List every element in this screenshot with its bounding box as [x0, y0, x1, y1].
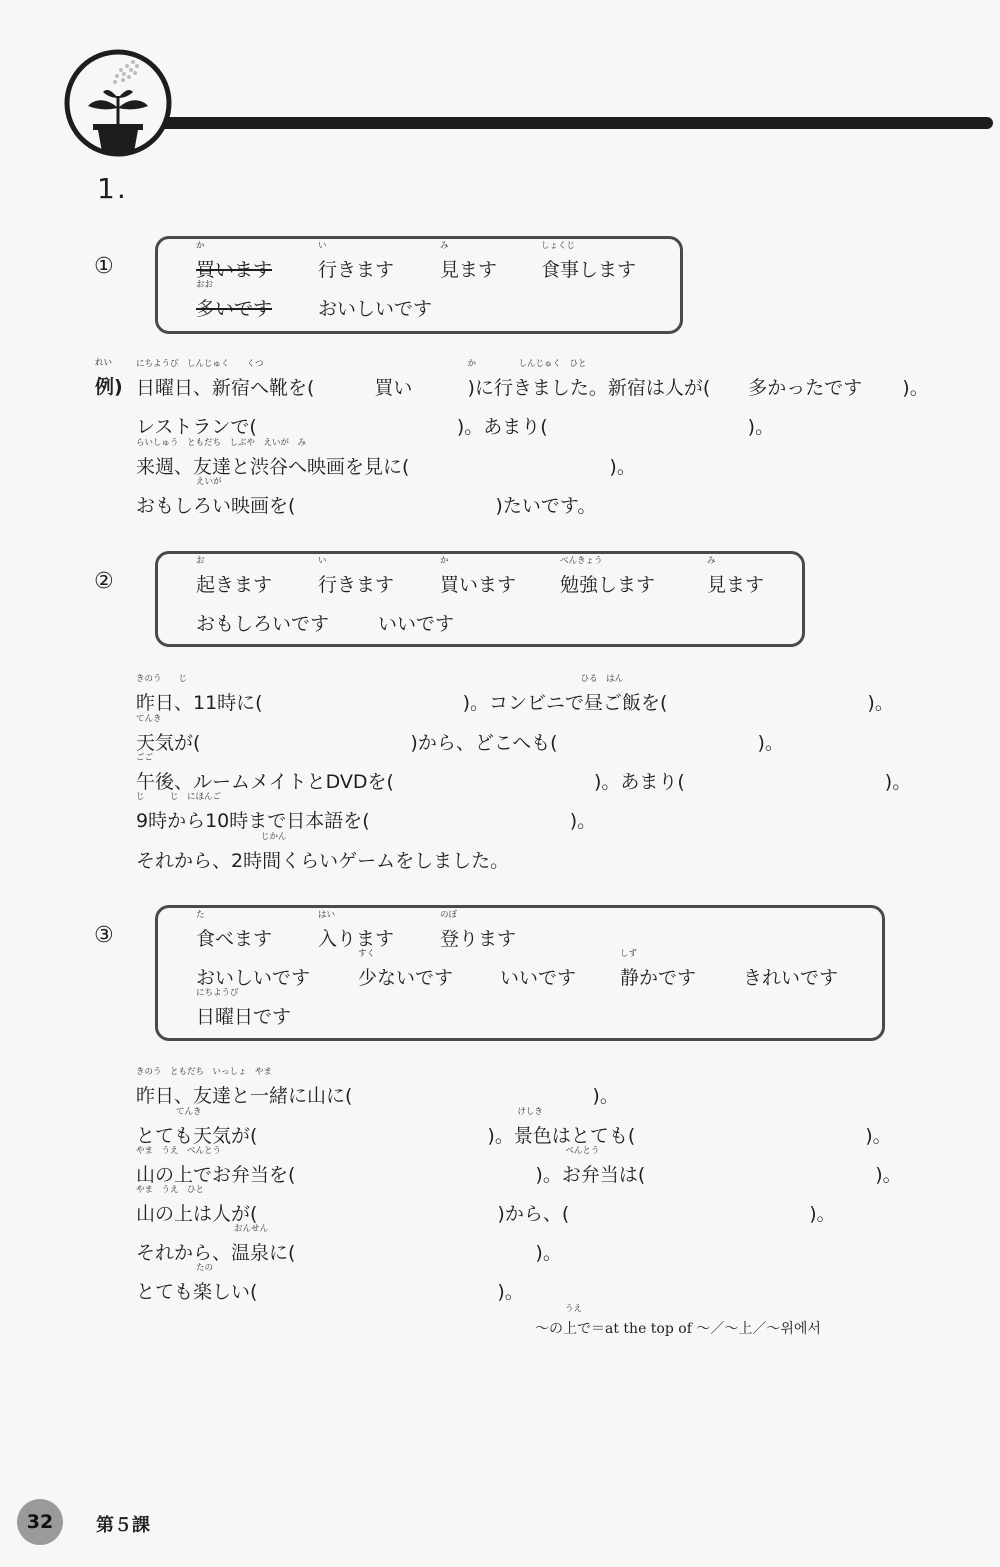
box3-word: おいしいです: [196, 967, 311, 989]
box1-word: い 行きます: [318, 241, 395, 281]
example-line-1: にちようび しんじゅく くつ 日曜日、新宿へ靴を( 買い か しんじゅく ひと )に行きました。新宿は人が( 多かったです )。: [136, 359, 929, 399]
box3-word: きれいです: [743, 967, 839, 989]
box2-word: いいです: [378, 613, 455, 635]
box3-word: のぼ 登ります: [440, 910, 517, 950]
box3-word: しず 静かです: [620, 949, 697, 989]
box2-word: い 行きます: [318, 556, 395, 596]
part2-line-4: じ じ にほんご 9時から10時まで日本語を( )。: [136, 792, 597, 832]
part3-line-1: きのう ともだち いっしょ やま 昨日、友達と一緒に山に( )。: [136, 1067, 619, 1107]
vocab-note: うえ ～の上で＝at the top of ～／～上／～위에서: [535, 1304, 821, 1337]
box1-word: か 買います: [196, 241, 273, 281]
box2-word: み 見ます: [707, 556, 765, 596]
example-line-4: えいが おもしろい映画を( )たいです。: [136, 477, 597, 517]
box2-word: か 買います: [440, 556, 517, 596]
part3-line-4: やま うえ ひと 山の上は人が( )から、( )。: [136, 1185, 836, 1225]
marker-3: ③: [94, 923, 114, 948]
box3-word: いいです: [500, 967, 577, 989]
box1-word: おお 多いです: [196, 280, 273, 320]
part3-line-6: たの とても楽しい( )。: [136, 1263, 524, 1303]
example-answer-1: 買い: [374, 377, 413, 399]
marker-1: ①: [94, 254, 114, 279]
page-number: 32: [17, 1499, 63, 1545]
box3-word: はい 入ります: [318, 910, 395, 950]
part2-line-3: ごご 午後、ルームメイトとDVDを( )。あまり( )。: [136, 753, 912, 793]
lesson-label: 第５課: [96, 1515, 150, 1536]
box3-word: すく 少ないです: [358, 949, 454, 989]
part3-line-3: やま うえ べんとう 山の上でお弁当を( べんとう )。お弁当は( )。: [136, 1146, 902, 1186]
box1-word: おいしいです: [318, 298, 433, 320]
example-label: れい 例): [95, 358, 123, 398]
box3-word: た 食べます: [196, 910, 273, 950]
part3-line-2: てんき とても天気が( けしき )。景色はとても( )。: [136, 1107, 892, 1147]
example-line-3: らいしゅう ともだち しぶや えいが み 来週、友達と渋谷へ映画を見に( )。: [136, 438, 636, 478]
box1-word: み 見ます: [440, 241, 498, 281]
box1-word: しょくじ 食事します: [541, 241, 637, 281]
box3-word: にちようび 日曜日です: [196, 988, 292, 1028]
part2-line-5: じかん それから、2時間くらいゲームをしました。: [136, 832, 510, 872]
box2-word: おもしろいです: [196, 613, 330, 635]
part3-line-5: おんせん それから、温泉に( )。: [136, 1224, 562, 1264]
example-answer-2: 多かったです: [748, 377, 863, 399]
section-number: 1.: [97, 172, 128, 205]
header-rule: [150, 117, 993, 129]
part2-line-1: きのう じ 昨日、11時に( ひる はん )。コンビニで昼ご飯を( )。: [136, 674, 894, 714]
example-line-2: レストランで( )。あまり( )。: [136, 416, 775, 438]
plant-pot-icon: [63, 48, 173, 158]
box2-word: べんきょう 勉強します: [560, 556, 656, 596]
marker-2: ②: [94, 569, 114, 594]
part2-line-2: てんき 天気が( )から、どこへも( )。: [136, 714, 784, 754]
box2-word: お 起きます: [196, 556, 273, 596]
